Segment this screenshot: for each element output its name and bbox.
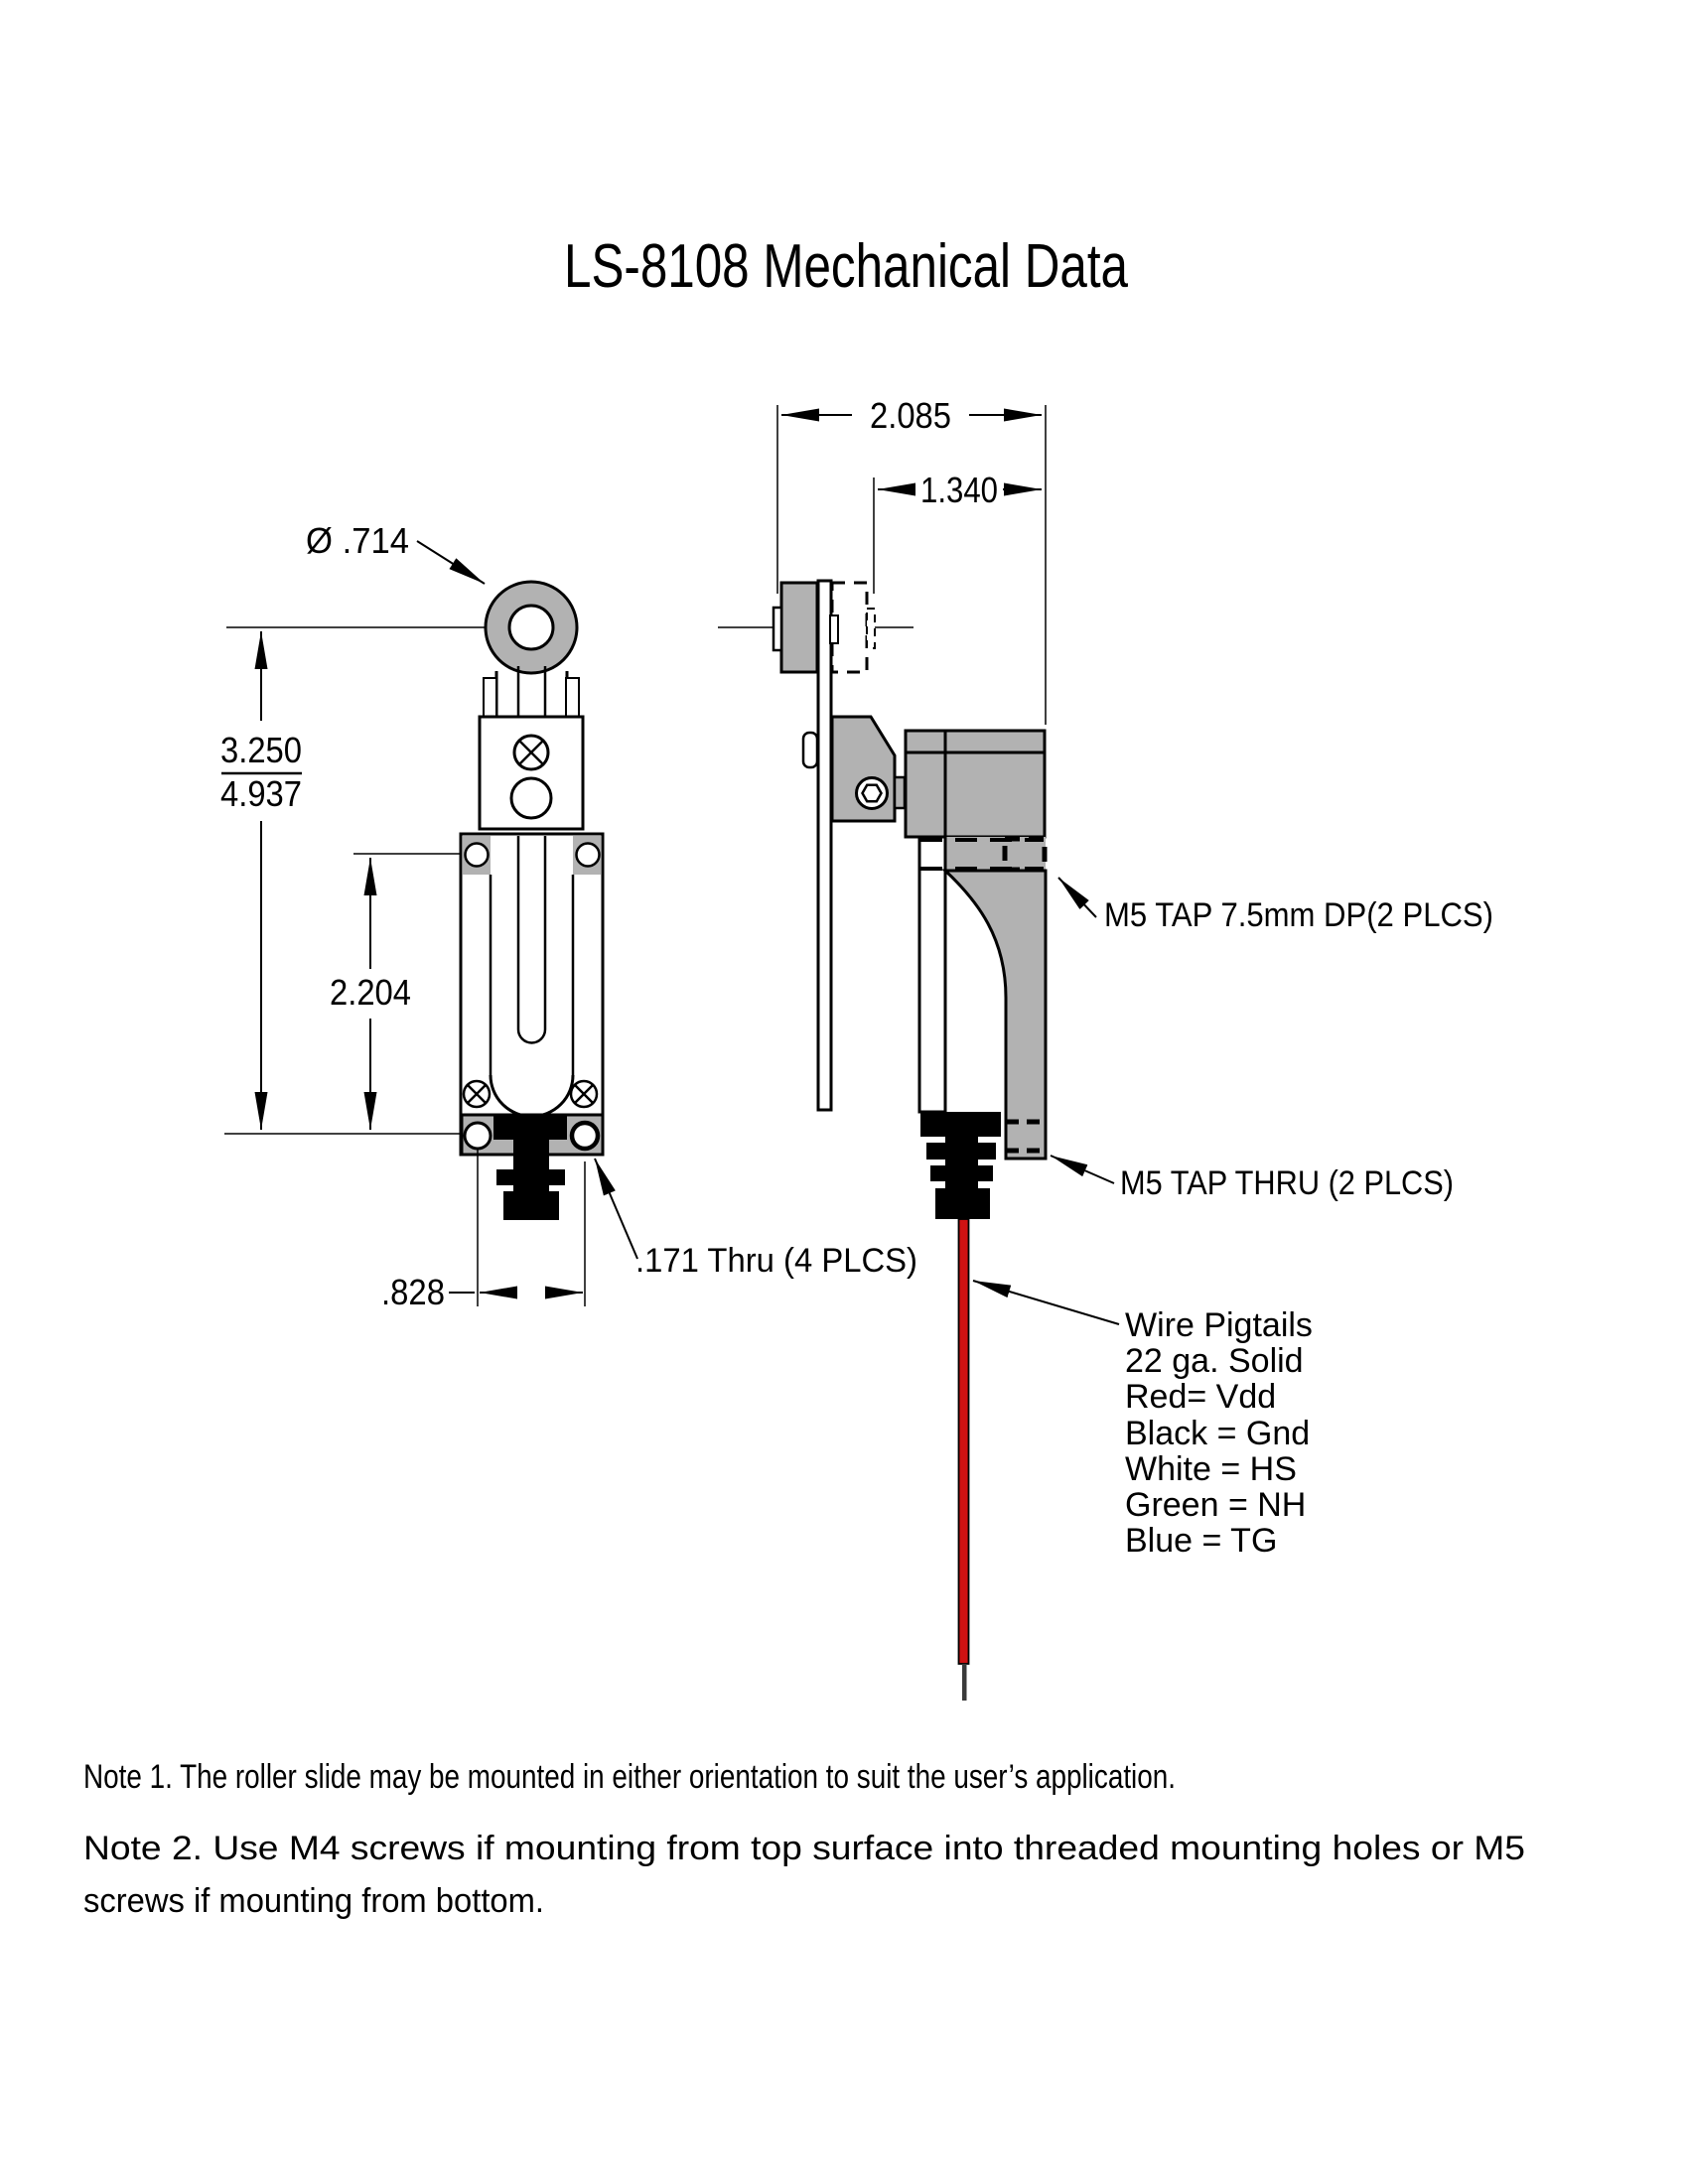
label-pigtails-2: Red= Vdd [1125,1378,1277,1416]
dim-text-overall-height: 4.937 [220,773,302,814]
side-view [718,395,1493,1701]
body-top-band [906,731,1045,752]
lever-plate-tab [803,733,817,767]
note-2-line-2: screws if mounting from bottom. [83,1882,544,1920]
note-1: Note 1. The roller slide may be mounted in either orientation to suit the user’s application. [83,1758,1176,1796]
leader-thru-holes [595,1159,637,1259]
body-front-column [919,837,945,1112]
leader-wire-pigtails [973,1281,1119,1324]
cable-gland-front [496,1155,565,1220]
bottom-screw-left [464,1081,490,1107]
dim-overall-height [220,631,302,1130]
switch-body-front [461,834,603,1155]
leader-roller-dia [417,541,485,584]
pivot-block [832,717,905,821]
fork-tab-right [566,678,579,717]
bottom-screw-right [571,1081,597,1107]
fork-tab-left [484,678,496,717]
mount-hole-top-left [466,844,489,867]
mount-hole-top-right [577,844,600,867]
label-pigtails-6: Blue = TG [1125,1522,1278,1560]
clamp-hole-icon [511,778,551,818]
mount-hole-bottom-left [465,1123,491,1149]
notes-block [83,1758,1525,1920]
label-pigtails-3: Black = Gnd [1125,1415,1311,1452]
label-thru-holes: .171 Thru (4 PLCS) [635,1242,917,1280]
roller-bore [509,606,553,649]
mount-hole-bottom-right [572,1123,598,1149]
lever-clamp-block [480,717,583,829]
bottom-plate-front [462,1115,603,1156]
note-2-line-1: Note 2. Use M4 screws if mounting from top surface into threaded mounting holes or M5 [83,1830,1525,1867]
label-pigtails-0: Wire Pigtails [1125,1306,1313,1344]
wire-red-insulation [959,1219,969,1664]
dim-text-body-height: 2.204 [330,972,411,1013]
body-upper-block [906,752,1045,837]
leader-tap-thru [1051,1156,1114,1183]
callout-tap-thru [1051,1156,1454,1202]
dim-text-overall-width: 2.085 [870,395,951,436]
dim-text-upper-width: 1.340 [920,470,998,510]
callout-thru-holes [595,1159,917,1280]
dim-text-roller-dia: Ø .714 [306,520,409,561]
wire-bare-tip [962,1664,967,1701]
page-title: LS-8108 Mechanical Data [564,232,1129,301]
roller-hub [830,615,838,643]
pigtail-wire [959,1219,969,1701]
lever-plate-side [818,581,831,1110]
leader-tap-dp [1058,878,1096,917]
callout-tap-dp [1058,878,1493,934]
pivot-body-link [895,777,905,808]
label-pigtails-4: White = HS [1125,1450,1297,1488]
dim-upper-width [878,470,1042,510]
callout-wire-pigtails [973,1281,1313,1560]
dim-text-hole-spacing: .828 [381,1272,445,1312]
label-tap-thru: M5 TAP THRU (2 PLCS) [1120,1164,1454,1202]
cable-gland-side [920,1112,1001,1219]
dim-text-height-to-roller: 3.250 [220,730,302,770]
label-tap-dp: M5 TAP 7.5mm DP(2 PLCS) [1104,896,1493,934]
switch-body-side [906,731,1046,1159]
dim-body-height [330,858,411,1130]
roller-flange [774,608,781,650]
label-pigtails-5: Green = NH [1125,1486,1307,1524]
dim-overall-width [781,395,1042,436]
label-pigtails-1: 22 ga. Solid [1125,1342,1304,1380]
callout-roller-diameter [306,520,485,584]
roller-side [774,583,817,672]
